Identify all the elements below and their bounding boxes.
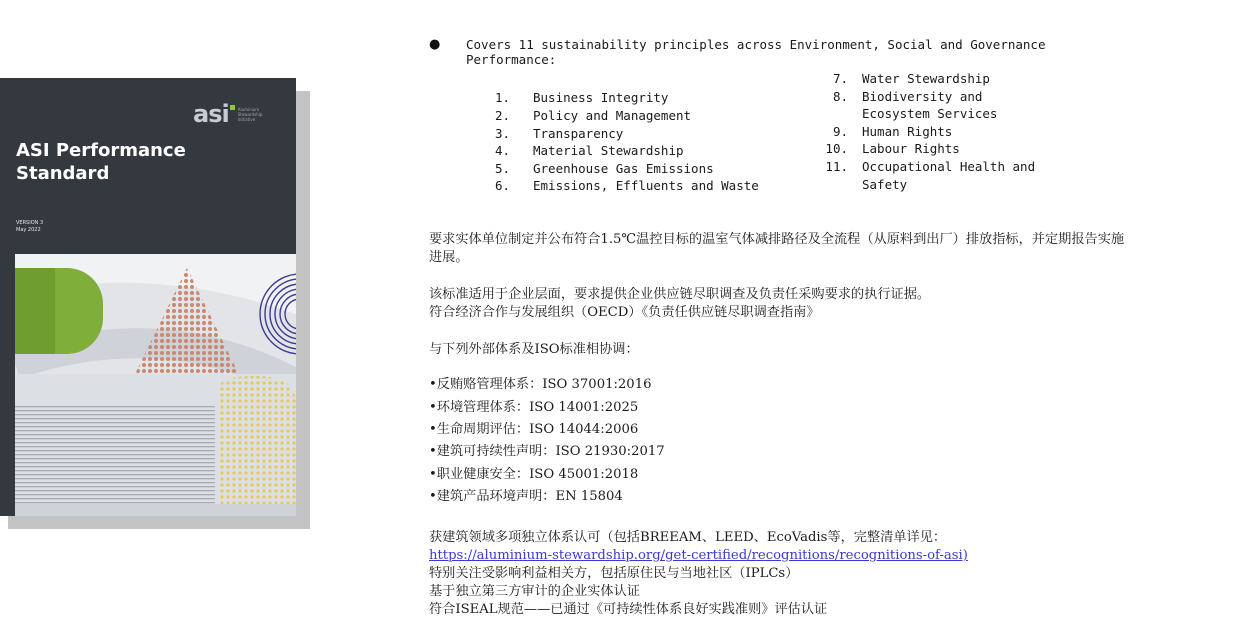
principle-label: Greenhouse Gas Emissions <box>533 161 714 176</box>
principle-label: Occupational Health and <box>862 159 1036 174</box>
principle-number: 7. <box>832 71 848 86</box>
principle-label: Human Rights <box>862 124 953 139</box>
principles-intro-line2: Performance: <box>466 52 557 67</box>
recognition-statement: 获建筑领域多项独立体系认可（包括BREEAM、LEED、EcoVadis等，完整清单详见： <box>429 530 947 545</box>
principle-item <box>495 143 510 158</box>
logo-org-name: Aluminium Stewardship Initiative <box>237 106 263 122</box>
principle-label: Policy and Management <box>533 108 692 123</box>
principles-intro-line1: Covers 11 sustainability principles across Environment, Social and Governance <box>466 37 1046 52</box>
ghg-requirement-line1: 要求实体单位制定并公布符合1.5℃温控目标的温室气体减排路径及全流程（从原料到出厂）排放指标，并定期报告实施 <box>429 232 1125 247</box>
standard-item: •职业健康安全：ISO 45001:2018 <box>429 467 639 482</box>
principle-number: 4. <box>495 143 511 158</box>
principle-item <box>495 90 510 105</box>
principle-number: 1. <box>495 90 511 105</box>
principle-number: 8. <box>832 89 848 104</box>
principle-number: 11. <box>825 159 848 174</box>
iseal-statement: 符合ISEAL规范——已通过《可持续性体系良好实践准则》评估认证 <box>429 602 828 617</box>
principle-item <box>495 161 510 176</box>
principle-label: Water Stewardship <box>862 71 990 86</box>
principle-number: 10. <box>825 141 848 156</box>
bullet-icon: ● <box>429 37 441 52</box>
cover-title-line2: Standard <box>16 163 110 184</box>
standard-item: •反贿赂管理体系：ISO 37001:2016 <box>429 377 652 392</box>
third-party-audit-statement: 基于独立第三方审计的企业实体认证 <box>429 584 640 599</box>
principle-number: 3. <box>495 126 511 141</box>
principle-number: 6. <box>495 178 511 193</box>
standard-cover <box>0 78 296 516</box>
standard-item: •生命周期评估：ISO 14044:2006 <box>429 422 639 437</box>
cover-title-line1: ASI Performance <box>16 140 186 161</box>
principle-label: Business Integrity <box>533 90 669 105</box>
principle-label: Emissions, Effluents and Waste <box>533 178 759 193</box>
principle-label: Ecosystem Services <box>862 106 998 121</box>
principle-label: Material Stewardship <box>533 143 684 158</box>
principle-label: Transparency <box>533 126 624 141</box>
principle-number: 5. <box>495 161 511 176</box>
iplcs-statement: 特别关注受影响利益相关方，包括原住民与当地社区（IPLCs） <box>429 566 799 581</box>
oecd-statement: 符合经济合作与发展组织（OECD）《负责任供应链尽职调查指南》 <box>429 305 820 320</box>
asi-logo <box>193 100 274 128</box>
principle-number: 9. <box>832 124 848 139</box>
cover-version <box>16 220 43 234</box>
principle-item <box>495 126 510 141</box>
harmonized-intro: 与下列外部体系及ISO标准相协调： <box>429 342 639 357</box>
principle-number: 2. <box>495 108 511 123</box>
recognitions-link[interactable]: https://aluminium-stewardship.org/get-certified/recognitions/recognitions-of-asi) <box>429 548 968 563</box>
ghg-requirement-line2: 进展。 <box>429 250 469 265</box>
scope-statement: 该标准适用于企业层面，要求提供企业供应链尽职调查及负责任采购要求的执行证据。 <box>429 287 931 302</box>
standard-item: •建筑产品环境声明：EN 15804 <box>429 489 623 504</box>
cover-artwork <box>15 254 296 516</box>
cover-version-label: VERSION 3 <box>16 220 44 226</box>
logo-accent-dot <box>230 105 235 110</box>
cover-title <box>16 139 236 185</box>
cover-date: May 2022 <box>16 227 41 233</box>
logo-word: asi <box>193 100 229 128</box>
principle-item <box>495 178 510 193</box>
principle-item <box>495 108 510 123</box>
principles-intro <box>466 37 1045 67</box>
principle-label: Labour Rights <box>862 141 960 156</box>
standard-item: •建筑可持续性声明：ISO 21930:2017 <box>429 444 665 459</box>
principle-label: Safety <box>862 177 908 192</box>
principle-label: Biodiversity and <box>862 89 983 104</box>
standard-item: •环境管理体系：ISO 14001:2025 <box>429 400 639 415</box>
